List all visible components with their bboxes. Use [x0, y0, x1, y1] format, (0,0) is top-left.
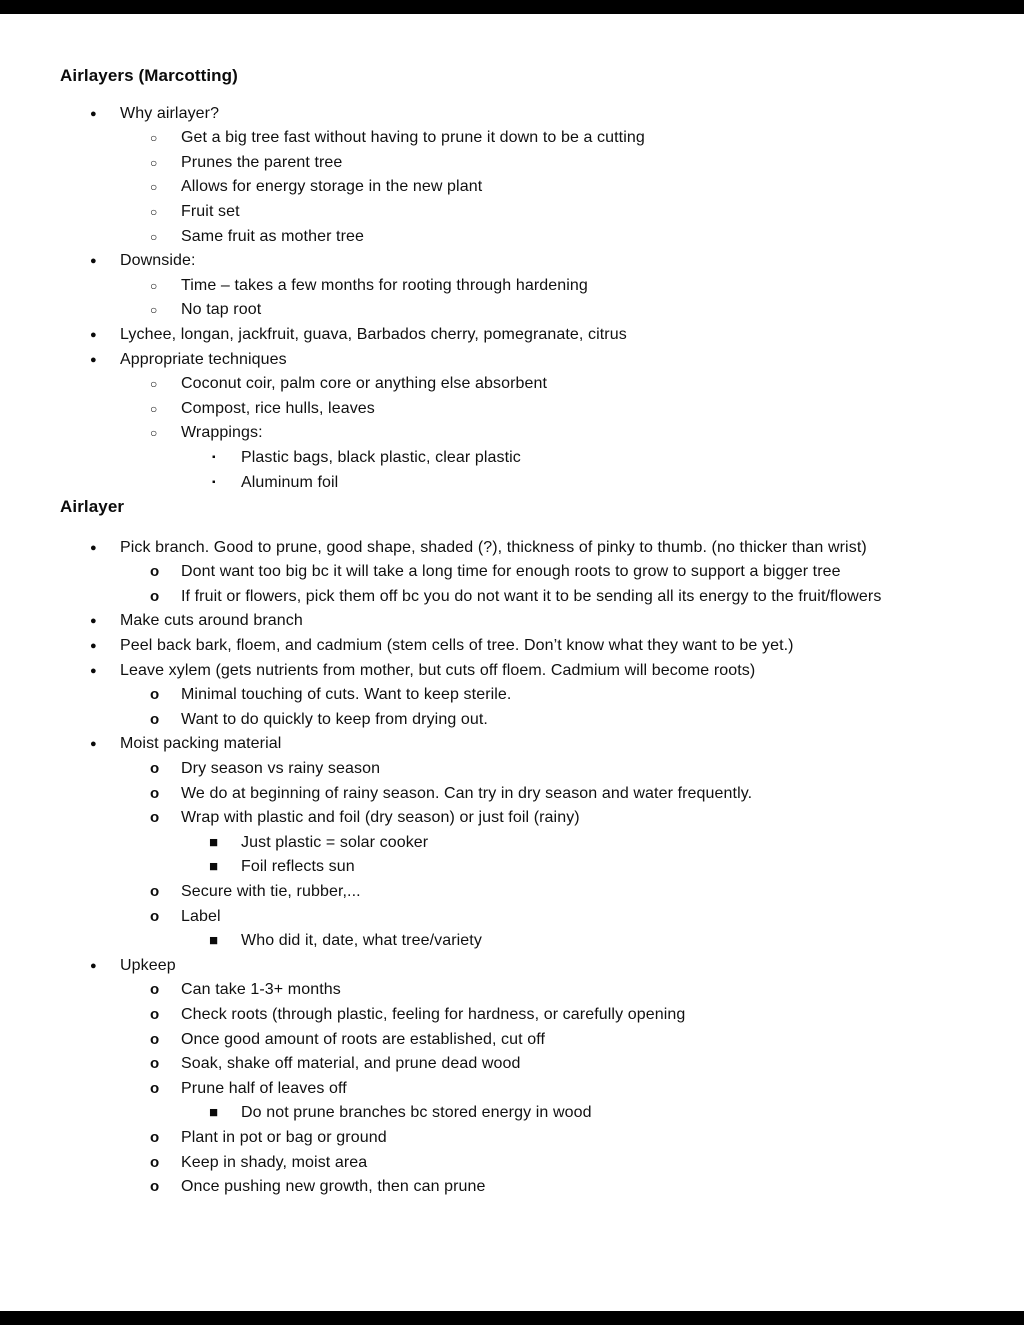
- section-heading: Airlayer: [60, 497, 125, 517]
- circle-bullet-icon: o: [150, 587, 160, 605]
- square-bullet-icon: ■: [209, 858, 219, 876]
- list-item: [60, 151, 954, 176]
- list-item-text: Why airlayer?: [120, 104, 220, 122]
- document-page: [0, 14, 1024, 1200]
- circle-bullet-icon: ○: [150, 155, 158, 170]
- circle-bullet-icon: o: [150, 907, 160, 925]
- list-item-text: Want to do quickly to keep from drying out.: [181, 710, 488, 728]
- list-item-text: Compost, rice hulls, leaves: [181, 399, 375, 417]
- list-item: [60, 634, 954, 659]
- list-item-text: Upkeep: [120, 956, 176, 974]
- list-item-text: Once pushing new growth, then can prune: [181, 1178, 486, 1196]
- list-item-text: Lychee, longan, jackfruit, guava, Barbados cherry, pomegranate, citrus: [120, 325, 627, 343]
- list-item: [60, 1077, 954, 1102]
- list-item: [60, 225, 954, 250]
- circle-bullet-icon: ○: [150, 180, 158, 195]
- list-item-text: Coconut coir, palm core or anything else absorbent: [181, 375, 548, 393]
- square-bullet-icon: ■: [209, 833, 219, 851]
- list-item-text: Who did it, date, what tree/variety: [241, 932, 482, 950]
- circle-bullet-icon: o: [150, 809, 160, 827]
- circle-bullet-icon: ○: [150, 204, 158, 219]
- page-edge-bar-bottom: [0, 1311, 1024, 1325]
- circle-bullet-icon: ○: [150, 426, 158, 441]
- disc-bullet-icon: ●: [90, 328, 97, 341]
- list-item: [60, 708, 954, 733]
- list-item: [60, 1151, 954, 1176]
- square-bullet-icon: ■: [209, 932, 219, 950]
- list-item: [60, 126, 954, 151]
- list-item-text: Time – takes a few months for rooting through hardening: [181, 276, 588, 294]
- square-bullet-icon: ▪: [212, 476, 216, 488]
- circle-bullet-icon: ○: [150, 131, 158, 146]
- page-edge-bar-top: [0, 0, 1024, 14]
- list-item: [60, 683, 954, 708]
- list-item-text: Allows for energy storage in the new plant: [181, 178, 483, 196]
- square-bullet-icon: ▪: [212, 451, 216, 463]
- list-item: [60, 471, 954, 496]
- disc-bullet-icon: ●: [90, 664, 97, 677]
- list-item-text: If fruit or flowers, pick them off bc you do not want it to be sending all its energy to the fruit/flowers: [181, 587, 882, 605]
- list-item-text: Just plastic = solar cooker: [241, 833, 429, 851]
- list-item: [60, 978, 954, 1003]
- list-item-text: No tap root: [181, 301, 262, 319]
- list-item-text: Wrappings:: [181, 424, 263, 442]
- circle-bullet-icon: o: [150, 1055, 160, 1073]
- list-item-text: Plant in pot or bag or ground: [181, 1128, 387, 1146]
- disc-bullet-icon: ●: [90, 541, 97, 554]
- list-item-text: Soak, shake off material, and prune dead wood: [181, 1055, 521, 1073]
- circle-bullet-icon: ○: [150, 401, 158, 416]
- list-item-text: Secure with tie, rubber,...: [181, 883, 361, 900]
- list-item: [60, 536, 954, 561]
- list-item: [60, 880, 954, 905]
- circle-bullet-icon: o: [150, 686, 160, 704]
- list-item: [60, 372, 954, 397]
- circle-bullet-icon: o: [150, 1030, 160, 1048]
- disc-bullet-icon: ●: [90, 615, 97, 628]
- list-item-text: Fruit set: [181, 202, 240, 220]
- circle-bullet-icon: o: [150, 1128, 160, 1146]
- list-item: [60, 855, 954, 880]
- disc-bullet-icon: ●: [90, 255, 97, 268]
- list-item: [60, 929, 954, 954]
- list-item-text: Foil reflects sun: [241, 858, 355, 876]
- list-item: [60, 1052, 954, 1077]
- list-item-text: Once good amount of roots are established, cut off: [181, 1030, 546, 1048]
- list-item: [60, 757, 954, 782]
- list-item: [60, 175, 954, 200]
- list-section-airlayers: [60, 102, 954, 496]
- list-item-text: Same fruit as mother tree: [181, 227, 365, 245]
- list-item-text: Aluminum foil: [241, 473, 339, 491]
- list-item-text: Appropriate techniques: [120, 350, 287, 368]
- list-item: [60, 782, 954, 807]
- circle-bullet-icon: o: [150, 1178, 160, 1196]
- list-item-text: Check roots (through plastic, feeling for hardness, or carefully opening: [181, 1005, 686, 1023]
- list-item-text: Moist packing material: [120, 735, 282, 753]
- list-item-text: We do at beginning of rainy season. Can try in dry season and water frequently.: [181, 784, 753, 802]
- list-item: [60, 1028, 954, 1053]
- list-item: [60, 1101, 954, 1126]
- square-bullet-icon: ■: [209, 1104, 219, 1122]
- circle-bullet-icon: o: [150, 1079, 160, 1097]
- list-item-text: Dont want too big bc it will take a long time for enough roots to grow to support a bigger tree: [181, 563, 841, 581]
- list-item: [60, 298, 954, 323]
- list-item-text: Prunes the parent tree: [181, 153, 343, 171]
- list-item: [60, 249, 954, 274]
- circle-bullet-icon: o: [150, 710, 160, 728]
- circle-bullet-icon: o: [150, 1153, 160, 1171]
- circle-bullet-icon: ○: [150, 377, 158, 392]
- list-item: [60, 659, 954, 684]
- list-item: [60, 323, 954, 348]
- circle-bullet-icon: o: [150, 784, 160, 802]
- circle-bullet-icon: ○: [150, 229, 158, 244]
- list-item: [60, 274, 954, 299]
- list-item: [60, 102, 954, 127]
- list-item-text: Dry season vs rainy season: [181, 760, 381, 778]
- disc-bullet-icon: ●: [90, 959, 97, 972]
- list-item-text: Get a big tree fast without having to prune it down to be a cutting: [181, 129, 645, 147]
- disc-bullet-icon: ●: [90, 353, 97, 366]
- list-item: [60, 585, 954, 610]
- list-item-text: Minimal touching of cuts. Want to keep sterile.: [181, 686, 512, 704]
- list-item: [60, 806, 954, 831]
- list-section-airlayer: [60, 536, 954, 1200]
- list-item-text: Label: [181, 907, 221, 925]
- list-item: [60, 348, 954, 373]
- list-item: [60, 831, 954, 856]
- disc-bullet-icon: ●: [90, 107, 97, 120]
- disc-bullet-icon: ●: [90, 640, 97, 653]
- circle-bullet-icon: o: [150, 1005, 160, 1023]
- circle-bullet-icon: o: [150, 760, 160, 778]
- list-item-text: Can take 1-3+ months: [181, 981, 341, 999]
- list-item: [60, 732, 954, 757]
- circle-bullet-icon: o: [150, 883, 160, 900]
- list-item-text: Keep in shady, moist area: [181, 1153, 368, 1171]
- section-heading: Airlayers (Marcotting): [60, 66, 238, 85]
- list-item-text: Plastic bags, black plastic, clear plastic: [241, 448, 521, 466]
- circle-bullet-icon: o: [150, 981, 160, 999]
- circle-bullet-icon: o: [150, 563, 160, 581]
- list-item: [60, 397, 954, 422]
- list-item-text: Prune half of leaves off: [181, 1079, 347, 1097]
- list-item-text: Wrap with plastic and foil (dry season) or just foil (rainy): [181, 809, 580, 827]
- circle-bullet-icon: ○: [150, 303, 158, 318]
- list-item: [60, 421, 954, 446]
- list-item-text: Leave xylem (gets nutrients from mother, but cuts off floem. Cadmium will become roots): [120, 661, 756, 679]
- list-item-text: Downside:: [120, 252, 196, 270]
- list-item: [60, 609, 954, 634]
- list-item-text: Do not prune branches bc stored energy in wood: [241, 1104, 592, 1122]
- list-item: [60, 954, 954, 979]
- list-item-text: Make cuts around branch: [120, 612, 303, 630]
- list-item-text: Peel back bark, floem, and cadmium (stem cells of tree. Don’t know what they want to be yet.): [120, 637, 794, 655]
- list-item: [60, 1175, 954, 1200]
- list-item: [60, 1003, 954, 1028]
- circle-bullet-icon: ○: [150, 278, 158, 293]
- list-item: [60, 1126, 954, 1151]
- disc-bullet-icon: ●: [90, 738, 97, 751]
- list-item: [60, 905, 954, 930]
- list-item: [60, 200, 954, 225]
- list-item: [60, 446, 954, 471]
- list-item: [60, 560, 954, 585]
- list-item-text: Pick branch. Good to prune, good shape, shaded (?), thickness of pinky to thumb. (no thicker than wrist): [120, 538, 867, 556]
